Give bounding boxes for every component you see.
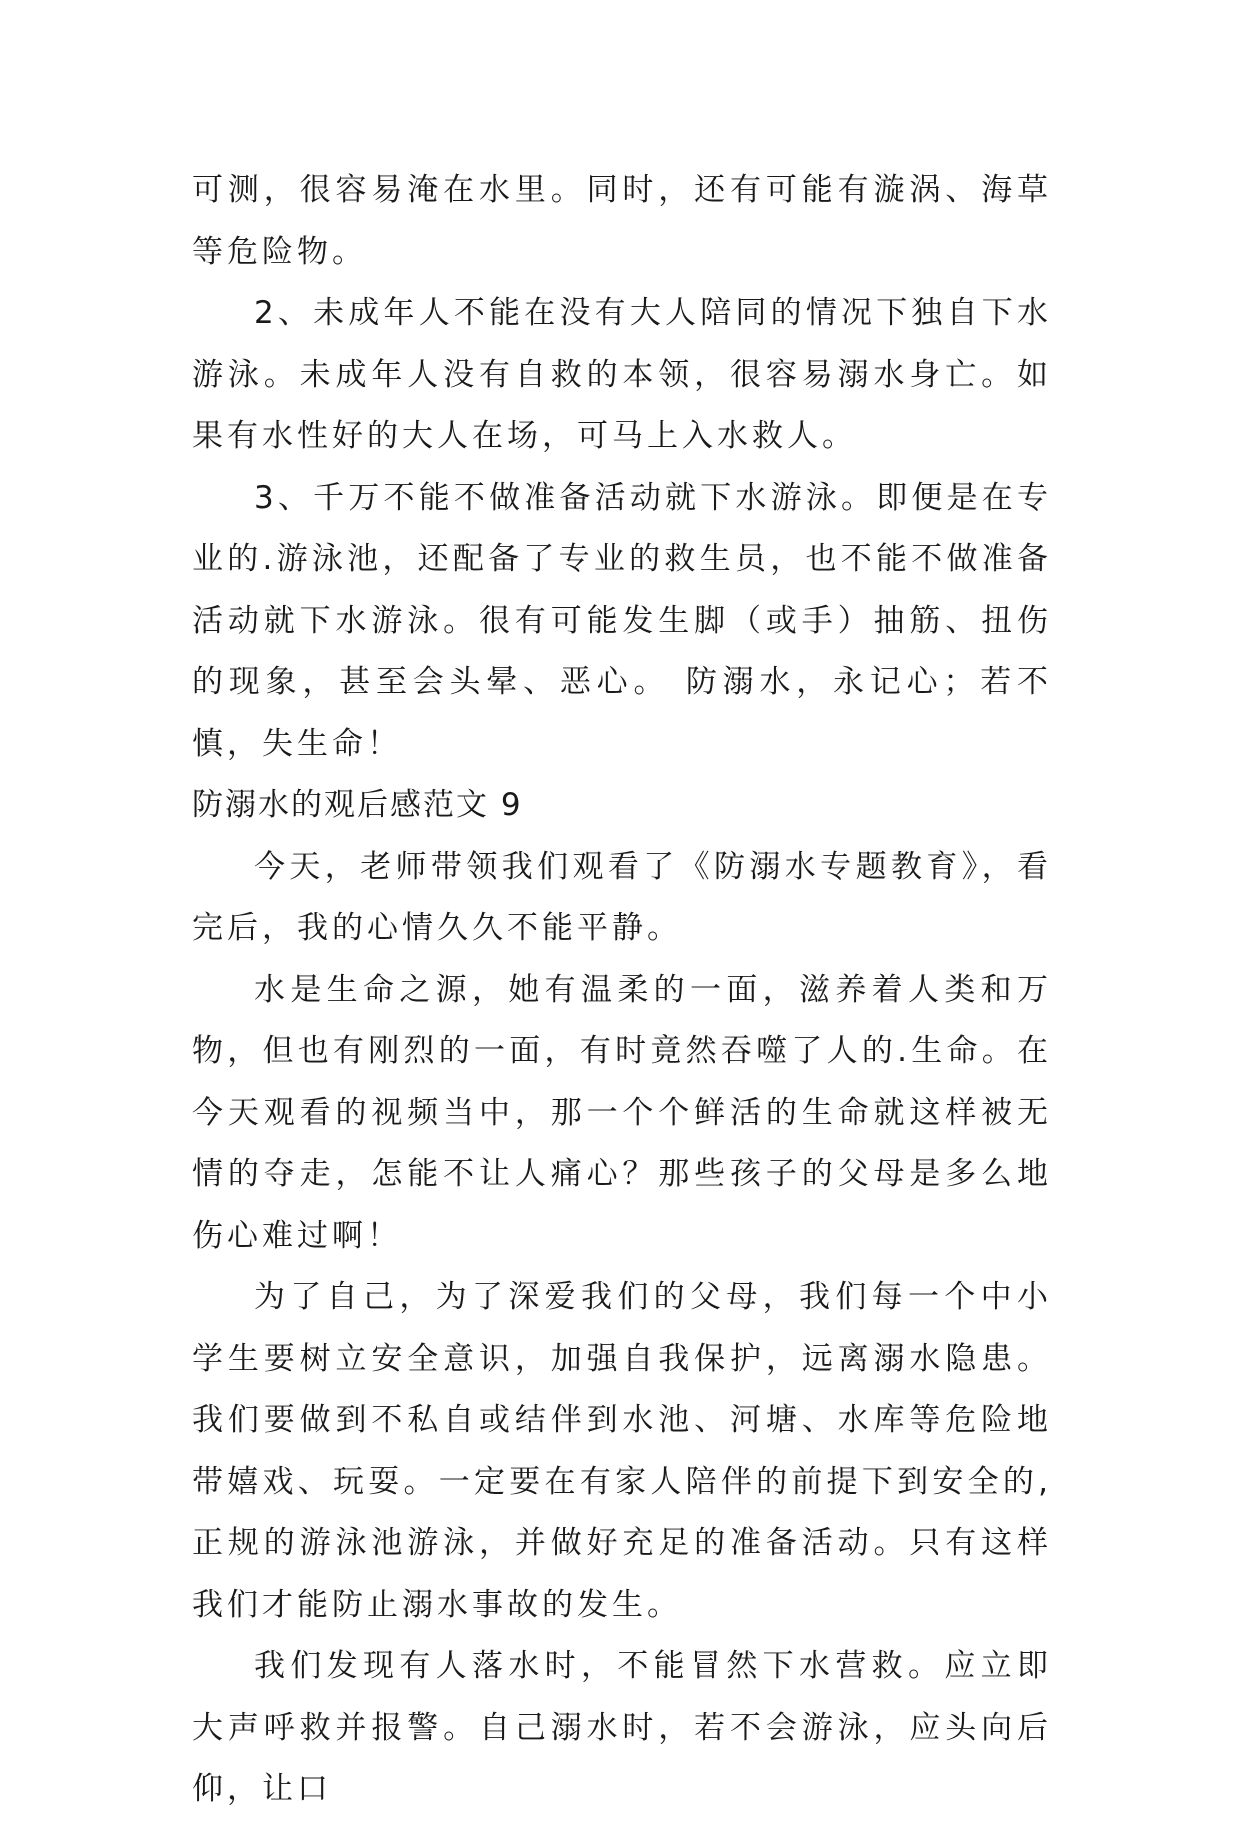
paragraph: 我们发现有人落水时，不能冒然下水营救。应立即大声呼救并报警。自己溺水时，若不会游泳，应头向后仰，让口 xyxy=(192,1648,1052,1807)
paragraph: 为了自己，为了深爱我们的父母，我们每一个中小学生要树立安全意识，加强自我保护，远离溺水隐患。我们要做到不私自或结伴到水池、河塘、水库等危险地带嬉戏、玩耍。一定要在有家人陪伴的前提下到安全的,正规的游泳池游泳，并做好充足的准备活动。只有这样我们才能防止溺水事故的发生。 xyxy=(192,1279,1052,1623)
paragraph: 可测，很容易淹在水里。同时，还有可能有漩涡、海草等危险物。 xyxy=(192,172,1052,270)
paragraph: 2、未成年人不能在没有大人陪同的情况下独自下水游泳。未成年人没有自救的本领，很容易溺水身亡。如果有水性好的大人在场，可马上入水救人。 xyxy=(192,295,1052,454)
section-heading: 防溺水的观后感范文 9 xyxy=(192,787,523,823)
paragraph: 3、千万不能不做准备活动就下水游泳。即便是在专业的.游泳池，还配备了专业的救生员，也不能不做准备活动就下水游泳。很有可能发生脚（或手）抽筋、扭伤的现象，甚至会头晕、恶心。 防溺水，永记心；若不慎，失生命！ xyxy=(192,479,1052,762)
document-body xyxy=(192,160,1052,1821)
paragraph: 今天，老师带领我们观看了《防溺水专题教育》，看完后，我的心情久久不能平静。 xyxy=(192,848,1052,946)
paragraph: 水是生命之源，她有温柔的一面，滋养着人类和万物，但也有刚烈的一面，有时竟然吞噬了人的.生命。在今天观看的视频当中，那一个个鲜活的生命就这样被无情的夺走，怎能不让人痛心？那些孩子的父母是多么地伤心难过啊！ xyxy=(192,971,1052,1254)
